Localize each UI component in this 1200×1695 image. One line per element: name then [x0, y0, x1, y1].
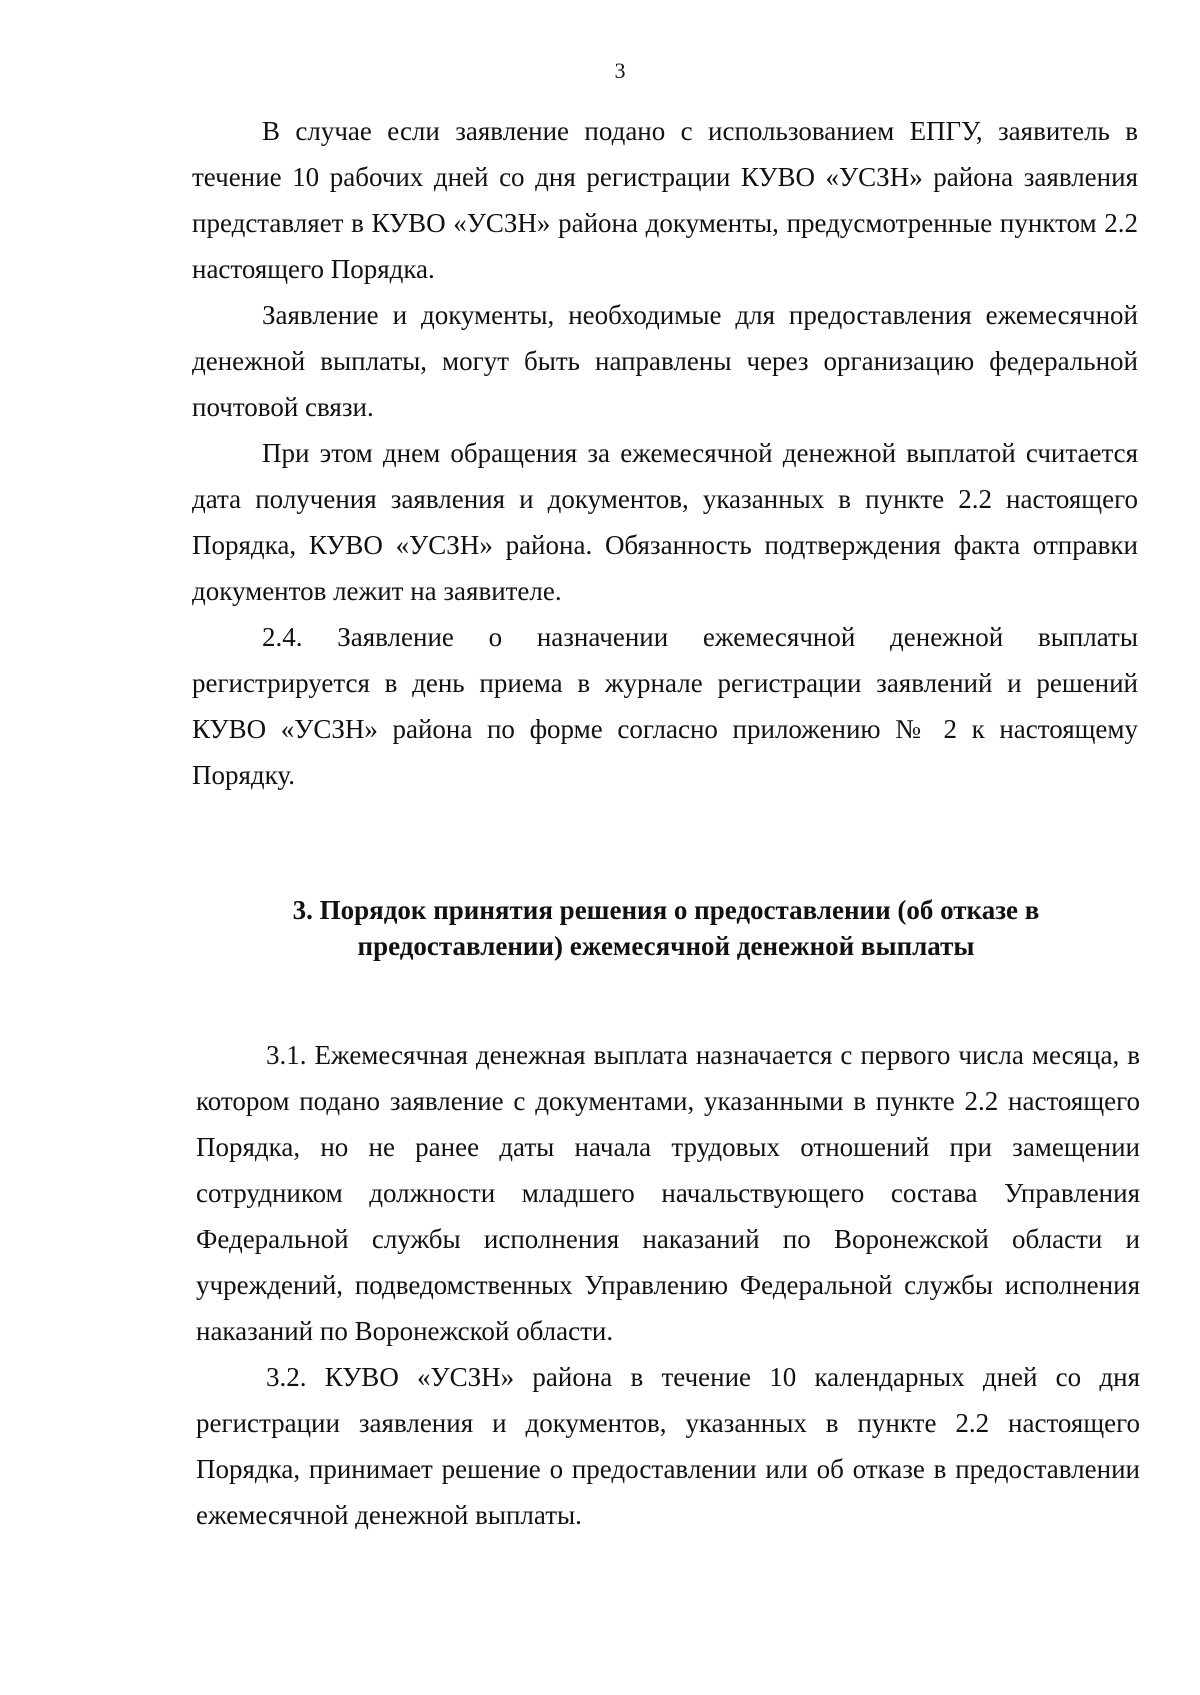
section-heading-line-1: 3. Порядок принятия решения о предоставлении (об отказе в — [292, 895, 1040, 925]
text-block-before-heading — [192, 108, 1138, 798]
paragraph-2-4-registration: 2.4. Заявление о назначении ежемесячной денежной выплаты регистрируется в день приема в журнале регистрации заявлений и решений КУВО «УСЗН» района по форме согласно приложению № 2 к настоящему Порядку. — [192, 622, 1138, 790]
page-number: 3 — [614, 58, 626, 83]
paragraph-epgu-application: В случае если заявление подано с использованием ЕПГУ, заявитель в течение 10 рабочих дней со дня регистрации КУВО «УСЗН» района заявления представляет в КУВО «УСЗН» района документы, предусмотренные пунктом 2.2 настоящего Порядка. — [192, 116, 1138, 284]
text-block-after-heading — [196, 1032, 1140, 1538]
paragraph-postal-submission: Заявление и документы, необходимые для предоставления ежемесячной денежной выплаты, могут быть направлены через организацию федеральной почтовой связи. — [192, 300, 1138, 422]
paragraph-3-1-assignment: 3.1. Ежемесячная денежная выплата назначается с первого числа месяца, в котором подано заявление с документами, указанными в пункте 2.2 настоящего Порядка, но не ранее даты начала трудовых отношений при замещении сотрудником должности младшего начальствующего состава Управления Федеральной службы исполнения наказаний по Воронежской области и учреждений, подведомственных Управлению Федеральной службы исполнения наказаний по Воронежской области. — [196, 1040, 1140, 1346]
section-heading — [192, 892, 1140, 964]
paragraph-3-2-decision: 3.2. КУВО «УСЗН» района в течение 10 календарных дней со дня регистрации заявления и документов, указанных в пункте 2.2 настоящего Порядка, принимает решение о предоставлении или об отказе в предоставлении ежемесячной денежной выплаты. — [196, 1362, 1140, 1530]
section-heading-line-2: предоставлении) ежемесячной денежной выплаты — [357, 931, 975, 961]
paragraph-application-date: При этом днем обращения за ежемесячной денежной выплатой считается дата получения заявления и документов, указанных в пункте 2.2 настоящего Порядка, КУВО «УСЗН» района. Обязанность подтверждения факта отправки документов лежит на заявителе. — [192, 438, 1138, 606]
